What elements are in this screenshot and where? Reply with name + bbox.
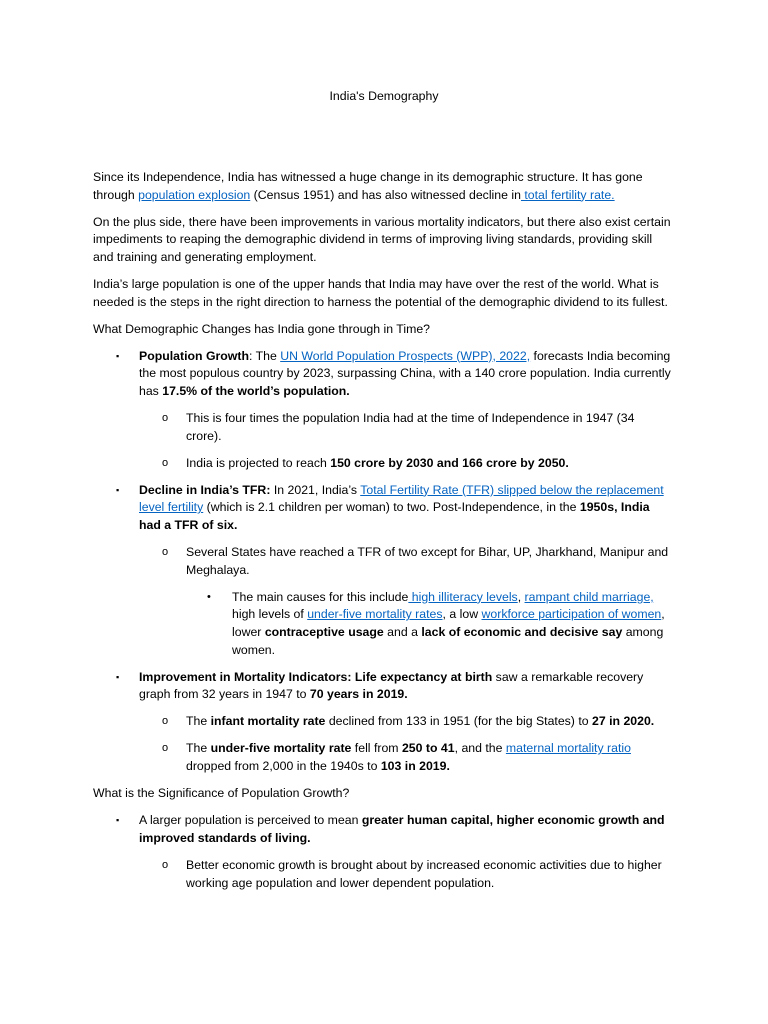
- intro-text-2: (Census 1951) and has also witnessed decline in: [250, 187, 521, 202]
- list-text: high levels of: [232, 607, 308, 622]
- un-wpp-link[interactable]: UN World Population Prospects (WPP), 2022,: [280, 348, 531, 363]
- list-text: fell from: [351, 741, 402, 756]
- list-text: and a: [383, 624, 422, 639]
- square-bullet-icon: ▪: [116, 350, 120, 361]
- list-text: dropped from 2,000 in the 1940s to: [186, 759, 381, 774]
- large-population-paragraph: India’s large population is one of the upper hands that India may have over the rest of the world. What is needed is the steps in the right direction to harness the potential of the demographic dividend to its fullest.: [93, 276, 668, 309]
- infant-mortality-value: 27 in 2020.: [592, 714, 655, 729]
- square-bullet-icon: ▪: [116, 671, 120, 682]
- projection-values: 150 crore by 2030 and 166 crore by 2050.: [330, 455, 569, 470]
- list-subitem-infant-mortality: [93, 713, 673, 731]
- list-text: The main causes for this include: [232, 589, 409, 604]
- workforce-participation-link[interactable]: workforce participation of women: [481, 607, 662, 622]
- list-text: , and the: [454, 741, 506, 756]
- mortality-label: Improvement in Mortality Indicators: Life expectancy at birth: [139, 669, 493, 684]
- list-text: A larger population is perceived to mean: [139, 813, 362, 828]
- circle-bullet-icon: o: [162, 456, 169, 469]
- list-item-larger-population: [93, 812, 673, 847]
- list-subitem-projection: [93, 455, 673, 473]
- maternal-mortality-link[interactable]: maternal mortality ratio: [505, 741, 631, 756]
- life-expectancy-value: 70 years in 2019.: [309, 687, 408, 702]
- dot-bullet-icon: •: [207, 590, 211, 603]
- under-five-label: under-five mortality rate: [210, 741, 352, 756]
- list-text: , lower: [232, 607, 665, 639]
- child-marriage-link[interactable]: rampant child marriage,: [524, 589, 654, 604]
- list-subitem-states-tfr: [93, 544, 673, 579]
- list-item-tfr-decline: [93, 482, 673, 535]
- list-text: ,: [517, 589, 525, 604]
- section-heading-significance: What is the Significance of Population Growth?: [93, 786, 350, 801]
- list-text: : The: [248, 348, 281, 363]
- plus-side-paragraph: On the plus side, there have been improvements in various mortality indicators, but there also exist certain impediments to reaping the demographic dividend in terms of improving living standards, providing skill and training and generating employment.: [93, 214, 671, 264]
- infant-mortality-label: infant mortality rate: [210, 714, 326, 729]
- population-growth-label: Population Growth: [139, 348, 249, 363]
- human-capital-text: greater human capital, higher economic growth and improved standards of living.: [139, 813, 665, 845]
- tfr-label: Decline in India’s TFR:: [139, 482, 271, 497]
- under-five-mortality-link[interactable]: under-five mortality rates: [307, 607, 443, 622]
- list-subitem-four-times: [93, 410, 673, 445]
- list-text: Several States have reached a TFR of two except for Bihar, UP, Jharkhand, Manipur and Meghalaya.: [186, 545, 669, 577]
- intro-paragraph: [93, 169, 673, 204]
- list-text: (which is 2.1 children per woman) to two. Post-Independence, in the: [203, 500, 580, 515]
- list-text: among women.: [232, 624, 664, 657]
- intro-text: Since its Independence, India has witnessed a huge change in its demographic structure. It has gone through: [93, 170, 643, 202]
- list-text: The: [186, 714, 211, 729]
- list-text: The: [186, 741, 211, 756]
- list-text: , a low: [442, 607, 482, 622]
- tfr-replacement-link[interactable]: Total Fertility Rate (TFR) slipped below the replacement level fertility: [139, 482, 664, 515]
- circle-bullet-icon: o: [162, 858, 169, 871]
- list-item-population-growth: [93, 348, 673, 401]
- section-heading-demographic-changes: What Demographic Changes has India gone through in Time?: [93, 321, 430, 336]
- list-text: In 2021, India’s: [270, 482, 361, 497]
- list-subsubitem-causes: [93, 589, 673, 659]
- list-text: forecasts India becoming the most populous country by 2023, surpassing China, with a 140 crore population. India currently has: [139, 348, 671, 398]
- total-fertility-rate-link[interactable]: total fertility rate.: [520, 187, 615, 202]
- list-subitem-economic-growth: [93, 857, 673, 892]
- circle-bullet-icon: o: [162, 546, 169, 559]
- list-text: This is four times the population India had at the time of Independence in 1947 (34 crore).: [186, 411, 635, 443]
- list-text: declined from 133 in 1951 (for the big States) to: [325, 714, 592, 729]
- list-text: India is projected to reach: [186, 455, 331, 470]
- square-bullet-icon: ▪: [116, 815, 120, 826]
- document-title: India's Demography: [329, 89, 439, 103]
- contraceptive-usage-text: contraceptive usage: [264, 624, 384, 639]
- decisive-say-text: lack of economic and decisive say: [421, 624, 623, 639]
- circle-bullet-icon: o: [162, 412, 169, 425]
- maternal-mortality-value: 103 in 2019.: [380, 759, 450, 774]
- square-bullet-icon: ▪: [116, 484, 120, 495]
- list-item-mortality: [93, 669, 673, 704]
- circle-bullet-icon: o: [162, 742, 169, 755]
- list-text: saw a remarkable recovery graph from 32 years in 1947 to: [139, 669, 644, 702]
- document-body: [93, 169, 673, 902]
- list-subitem-under-five-mortality: [93, 740, 673, 775]
- list-text: Better economic growth is brought about by increased economic activities due to higher working age population and lower dependent population.: [186, 857, 662, 890]
- under-five-values: 250 to 41: [401, 741, 455, 756]
- population-explosion-link[interactable]: population explosion: [138, 187, 251, 202]
- tfr-1950s-text: 1950s, India had a TFR of six.: [139, 500, 650, 532]
- illiteracy-link[interactable]: high illiteracy levels: [408, 589, 518, 604]
- circle-bullet-icon: o: [162, 715, 169, 728]
- world-share-text: 17.5% of the world’s population.: [162, 383, 350, 398]
